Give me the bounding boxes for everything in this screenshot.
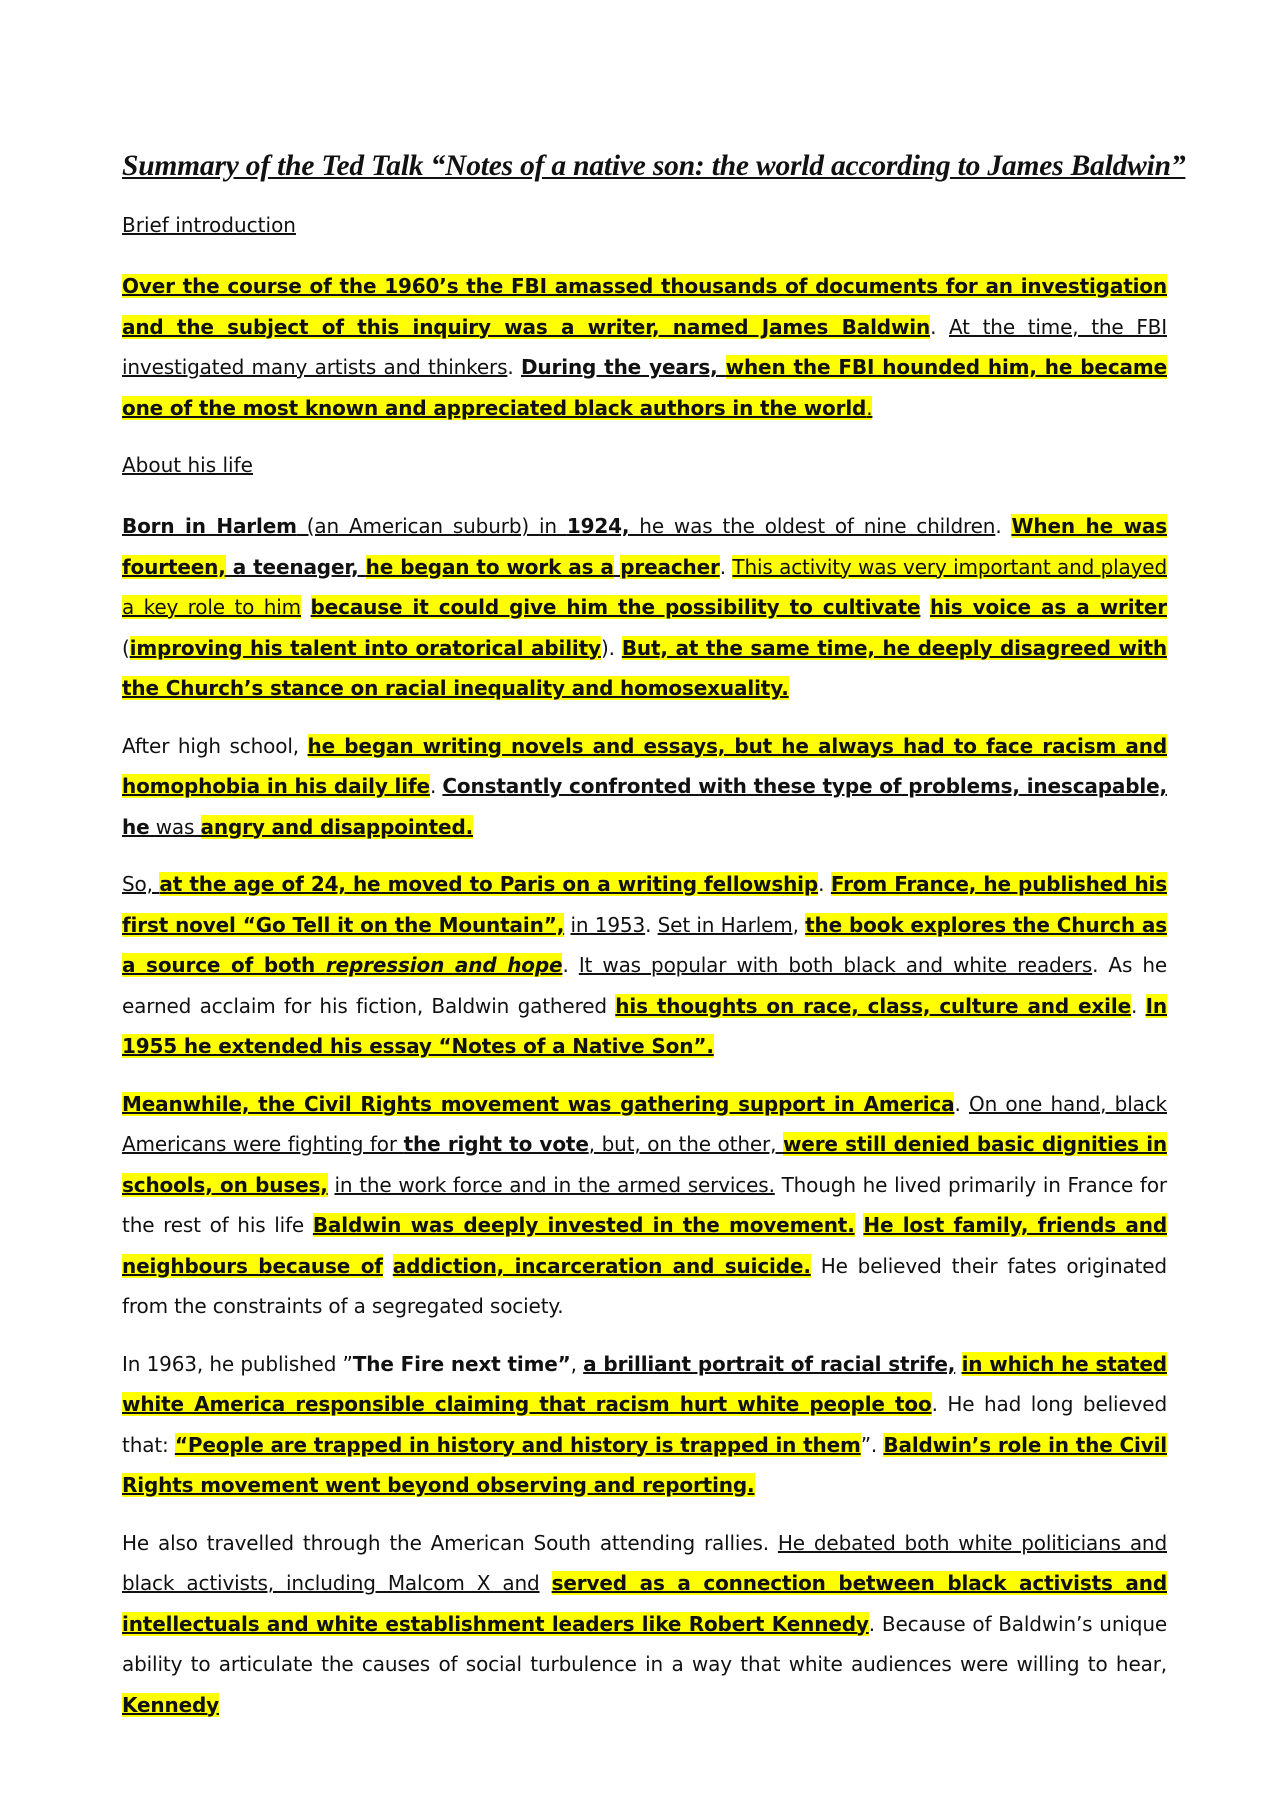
text-run: After high school, <box>122 733 308 758</box>
text-run: . <box>954 1091 969 1116</box>
section-heading: Brief introduction <box>122 213 296 237</box>
text-run: (an American suburb) in <box>296 514 567 538</box>
text-run: On one hand, black Americans were fighting for <box>122 1091 1167 1156</box>
text-run: a teenager, <box>225 554 366 579</box>
highlighted-text: his thoughts on race, class, culture and exile <box>615 993 1132 1018</box>
highlighted-text: From France, he published his first novel “Go Tell it on the Mountain”, <box>122 872 1168 937</box>
highlighted-text: Kennedy <box>122 1692 220 1717</box>
text-run: During the years, <box>520 355 726 379</box>
text-run: a brilliant portrait of racial strife, <box>583 1351 956 1376</box>
highlighted-text: when the FBI hounded him, he became one of the most known and appreciated black authors in the world <box>122 355 1168 420</box>
highlighted-text: angry and disappointed <box>200 814 466 839</box>
highlighted-text: addiction, incarceration and suicide. <box>392 1253 811 1278</box>
text-run <box>955 1352 961 1376</box>
text-run: . <box>429 774 443 798</box>
text-run <box>301 595 311 619</box>
text-run: Born in Harlem <box>122 514 297 538</box>
text-run <box>920 595 930 619</box>
document-page <box>122 150 1186 1742</box>
highlighted-text: This activity was very important and played a key role to him <box>122 554 1168 619</box>
highlighted-text: He lost family, friends and neighbours because of <box>122 1213 1167 1278</box>
text-run: . <box>507 355 521 379</box>
highlighted-text: repression and hope <box>325 953 563 977</box>
highlighted-text: were still denied basic dignities in schools, on buses, <box>122 1132 1167 1197</box>
text-run: . Because of Baldwin’s unique ability to articulate the causes of social turbulence in a way that white audiences were willing to hear, <box>122 1611 1167 1676</box>
highlighted-text: “People are trapped in history and history is trapped in them <box>174 1432 861 1457</box>
paragraph <box>122 1084 1167 1327</box>
highlighted-text: Meanwhile, the Civil Rights movement was gathering support in America <box>122 1091 955 1116</box>
text-run: in the work force and in the armed services. <box>334 1172 775 1197</box>
paragraph <box>122 1344 1167 1506</box>
text-run: At the time, the FBI investigated many artists and thinkers <box>122 314 1167 379</box>
text-run: He believed their fates originated from the constraints of a segregated society. <box>122 1253 1167 1318</box>
highlighted-text: he began to work as a <box>365 554 614 579</box>
document-body <box>122 205 1167 1725</box>
highlighted-text: . <box>866 395 873 420</box>
highlighted-text: When he was fourteen, <box>122 514 1167 579</box>
highlighted-text: at the age of 24, he moved to Paris on a writing fellowship <box>159 872 819 896</box>
text-run: the right to vote <box>403 1132 589 1156</box>
text-run <box>540 1571 552 1595</box>
highlighted-text: because it could give him the possibility to cultivate <box>310 595 921 619</box>
text-run <box>383 1254 393 1278</box>
section-heading: About his life <box>122 453 253 477</box>
highlighted-text: Baldwin’s role in the Civil Rights movement went beyond observing and reporting. <box>122 1432 1167 1497</box>
text-run: . <box>1131 993 1146 1018</box>
highlighted-text: Baldwin was deeply invested in the movement. <box>312 1213 855 1237</box>
highlighted-text: his voice as a writer <box>929 595 1168 619</box>
highlighted-text: In 1955 he extended his essay “Notes of a Native Son”. <box>122 993 1167 1058</box>
document-title: Summary of the Ted Talk “Notes of a native son: the world according to James Baldwin” <box>122 150 1186 182</box>
text-run: 1924, <box>566 514 630 538</box>
text-run: . <box>995 514 1012 538</box>
text-run: ”. <box>860 1432 884 1457</box>
text-run: . He had long believed that: <box>122 1392 1167 1457</box>
text-run: Set in Harlem <box>657 912 793 937</box>
highlighted-text: served as a connection between black activists and intellectuals and white establishment leaders like Robert Kennedy <box>122 1571 1167 1636</box>
text-run: in 1953 <box>570 912 646 937</box>
text-run: ( <box>122 635 130 660</box>
text-run: , <box>570 1351 584 1376</box>
text-run: ). <box>600 635 622 660</box>
paragraph <box>122 864 1167 1067</box>
text-run: So, <box>122 872 160 896</box>
text-run: . <box>930 314 949 339</box>
text-run: Though he lived primarily in France for the rest of his life <box>122 1172 1167 1237</box>
text-run: He also travelled through the American South attending rallies. <box>122 1530 778 1555</box>
text-run: It was popular with both black and white readers <box>578 953 1093 977</box>
text-run: He debated both white politicians and black activists, including Malcom X and <box>122 1530 1168 1595</box>
text-run: was <box>149 814 201 839</box>
highlighted-text: . <box>465 814 474 839</box>
text-run: . <box>645 912 658 937</box>
highlighted-text: in which he stated white America responsible claiming that racism hurt white people too <box>122 1351 1167 1416</box>
text-run: . <box>818 872 831 896</box>
paragraph <box>122 726 1167 848</box>
paragraph <box>122 1523 1167 1726</box>
text-run: , but, on the other, <box>588 1132 783 1156</box>
highlighted-text: preacher <box>620 554 720 579</box>
text-run: In 1963, he published ” <box>122 1351 353 1376</box>
text-run: The Fire next time” <box>352 1351 571 1376</box>
paragraph <box>122 266 1167 428</box>
highlighted-text: Over the course of the 1960’s the FBI amassed thousands of documents for an investigation and the subject of this inquiry was a writer, named James Baldwin <box>122 274 1167 339</box>
highlighted-text: improving his talent into oratorical ability <box>129 635 601 660</box>
highlighted-text: But, at the same time, he deeply disagreed with the Church’s stance on racial inequality and homosexuality. <box>122 635 1167 700</box>
text-run: he was the oldest of nine children <box>629 514 996 538</box>
highlighted-text: the book explores the Church as a source of both <box>122 912 1167 977</box>
text-run: Constantly confronted with these type of problems, inescapable, he <box>122 774 1167 839</box>
text-run: . <box>562 953 579 977</box>
paragraph <box>122 506 1167 709</box>
text-run: . <box>719 554 733 579</box>
highlighted-text: he began writing novels and essays, but he always had to face racism and homophobia in his daily life <box>122 733 1167 798</box>
text-run: , <box>792 912 806 937</box>
text-run: . As he earned acclaim for his fiction, Baldwin gathered <box>122 953 1168 1018</box>
